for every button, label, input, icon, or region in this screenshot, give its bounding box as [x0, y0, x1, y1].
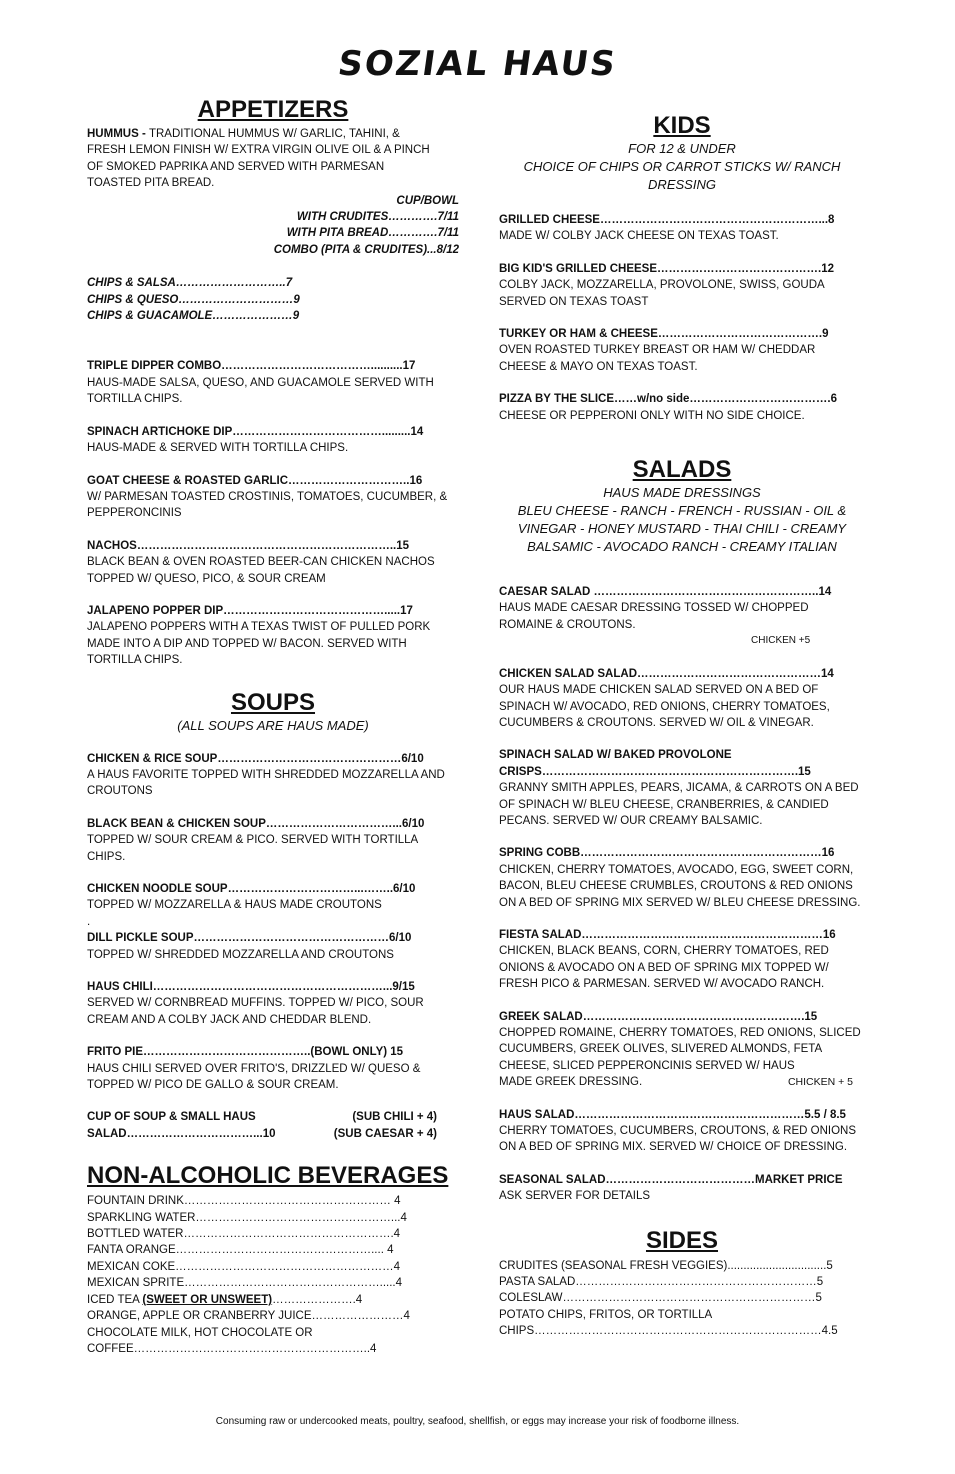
dressing-line: VINEGAR - HONEY MUSTARD - THAI CHILI - CREAMY	[517, 521, 847, 537]
add-on: CHICKEN +5	[751, 635, 811, 647]
beverage-item: MEXICAN COKE…………………………………………………4	[87, 1260, 401, 1273]
item-name: FIESTA SALAD………………………………………………………16	[499, 928, 836, 941]
menu-item	[499, 584, 865, 650]
item-name: GRILLED CHEESE…………………………………………………...8	[499, 214, 835, 226]
side-item: CHIPS…………………………………………………………………4.5	[499, 1325, 838, 1338]
hummus-desc: OF SMOKED PAPRIKA AND SERVED WITH PARMESAN	[87, 160, 385, 173]
chips-item: CHIPS & QUESO…………………………9	[87, 293, 300, 306]
menu-item	[499, 391, 865, 424]
iced-tea-options: (SWEET OR UNSWEET)	[142, 1293, 273, 1306]
item-name: SPINACH SALAD W/ BAKED PROVOLONE CRISPS………………………………………………………….15	[499, 749, 811, 778]
beverage-item: CHOCOLATE MILK, HOT CHOCOLATE OR	[87, 1326, 313, 1339]
sides-heading: SIDES	[645, 1226, 719, 1254]
hummus-prices	[87, 193, 459, 259]
add-on: CHICKEN + 5	[787, 1076, 853, 1089]
item-desc: HAUS CHILI SERVED OVER FRITO'S, DRIZZLED W/ QUESO & TOPPED W/ PICO DE GALLO & SOUR CREAM.	[87, 1062, 421, 1092]
item-desc: CHICKEN, CHERRY TOMATOES, AVOCADO, EGG, SWEET CORN, BACON, BLEU CHEESE CRUMBLES, CROUTONS & RED ONIONS ON A BED OF SPRING MIX SERVED W/ BLEU CHEESE DRESSING.	[499, 863, 861, 909]
menu-item	[87, 538, 459, 587]
menu-item	[499, 1009, 865, 1091]
soup-salad-combo	[87, 1109, 459, 1142]
beverage-item: FANTA ORANGE…………………………………………….... 4	[87, 1244, 394, 1257]
menu-item	[499, 212, 865, 245]
kids-note-line: FOR 12 & UNDER	[628, 141, 736, 156]
price-line: WITH CRUDITES………….7/11	[296, 211, 459, 224]
item-desc: W/ PARMESAN TOASTED CROSTINIS, TOMATOES, CUCUMBER, & PEPPERONCINIS	[87, 490, 448, 520]
item-name: JALAPENO POPPER DIP…………………………………….....17	[87, 604, 413, 617]
item-name: NACHOS…………………………………………………………..15	[87, 539, 410, 552]
item-name: CHICKEN SALAD SALAD…………………………………………14	[499, 667, 834, 680]
item-name: HAUS CHILI……………………………………………………...9/15	[87, 981, 415, 994]
menu-item	[87, 751, 459, 800]
menu-item	[87, 816, 459, 865]
dressing-line: BLEU CHEESE - RANCH - FRENCH - RUSSIAN - OIL &	[517, 503, 847, 519]
side-item: COLESLAW…………………………………………………………5	[499, 1292, 822, 1305]
item-desc: BLACK BEAN & OVEN ROASTED BEER-CAN CHICKEN NACHOS TOPPED W/ QUESO, PICO, & SOUR CREAM	[87, 556, 435, 585]
combo-text: CUP OF SOUP & SMALL HAUS	[87, 1111, 256, 1124]
iced-tea-price: ………………….4	[272, 1293, 363, 1306]
footer-disclaimer: Consuming raw or undercooked meats, poultry, seafood, shellfish, or eggs may increase your risk of foodborne illness.	[215, 1416, 740, 1427]
menu-item	[499, 1107, 865, 1156]
item-name: BLACK BEAN & CHICKEN SOUP……………………………...6/10	[87, 817, 425, 830]
beverage-item: COFFEE……………………………………………………..4	[87, 1342, 377, 1355]
beverage-item	[87, 1292, 459, 1308]
item-desc: OVEN ROASTED TURKEY BREAST OR HAM W/ CHEDDAR CHEESE & MAYO ON TEXAS TOAST.	[499, 344, 816, 373]
menu-item	[499, 326, 865, 375]
beverage-item: SPARKLING WATER……………………………………………...4	[87, 1211, 407, 1224]
beverages-heading: NON-ALCOHOLIC BEVERAGES	[87, 1162, 449, 1190]
item-name: PIZZA BY THE SLICE……w/no side……………………………….6	[499, 393, 837, 406]
item-desc: HAUS-MADE & SERVED WITH TORTILLA CHIPS.	[87, 442, 349, 455]
soups-heading: SOUPS	[230, 688, 316, 716]
beverage-item: MEXICAN SPRITE…………………………………………….....4	[87, 1277, 402, 1290]
item-name: HAUS SALAD……………………………………………………5.5 / 8.5	[499, 1108, 846, 1121]
item-desc: JALAPENO POPPERS WITH A TEXAS TWIST OF PULLED PORK MADE INTO A DIP AND TOPPED W/ BACON. SERVED WITH TORTILLA CHIPS.	[87, 621, 431, 667]
menu-item	[87, 930, 459, 963]
item-name: FRITO PIE……………………………………..(BOWL ONLY) 15	[87, 1046, 404, 1059]
item-desc: MADE W/ COLBY JACK CHEESE ON TEXAS TOAST.	[499, 230, 779, 243]
menu-item	[87, 881, 459, 914]
item-name: CAESAR SALAD …………………………………………………..14	[499, 586, 832, 599]
item-name: CHICKEN NOODLE SOUP……………………………...……..6/10	[87, 883, 416, 895]
hummus-name: HUMMUS -	[87, 128, 149, 140]
price-line: COMBO (PITA & CRUDITES)...8/12	[273, 243, 459, 256]
dressing-line: BALSAMIC - AVOCADO RANCH - CREAMY ITALIAN	[527, 539, 837, 555]
beverage-item: FOUNTAIN DRINK……………………………………………… 4	[87, 1195, 401, 1208]
item-desc: A HAUS FAVORITE TOPPED WITH SHREDDED MOZZARELLA AND CROUTONS	[87, 768, 445, 798]
item-desc: GRANNY SMITH APPLES, PEARS, JICAMA, & CARROTS ON A BED OF SPINACH W/ BLEU CHEESE, CRANBERRIES, & CANDIED PECANS. SERVED W/ OUR CREAMY BALSAMIC.	[499, 782, 859, 827]
beverage-item: ORANGE, APPLE OR CRANBERRY JUICE……………………4	[87, 1310, 410, 1323]
menu-item	[499, 747, 865, 829]
combo-sub: (SUB CHILI + 4)	[352, 1111, 437, 1124]
right-column	[499, 112, 865, 1340]
chips-item: CHIPS & SALSA………………………..7	[87, 277, 293, 290]
menu-item	[87, 424, 459, 457]
beverages-list	[87, 1193, 459, 1357]
menu-item	[499, 666, 865, 732]
side-item: PASTA SALAD………………………………………………………5	[499, 1276, 824, 1289]
appetizers-heading: APPETIZERS	[197, 96, 349, 123]
price-header: CUP/BOWL	[396, 194, 459, 207]
item-name: GREEK SALAD………………………………………………….15	[499, 1010, 818, 1023]
menu-item	[499, 1172, 865, 1205]
menu-item	[87, 358, 459, 407]
item-desc: SERVED W/ CORNBREAD MUFFINS. TOPPED W/ PICO, SOUR CREAM AND A COLBY JACK AND CHEDDAR BLEND.	[87, 997, 424, 1026]
chips-item: CHIPS & GUACAMOLE…………………9	[87, 310, 300, 323]
menu-item	[499, 845, 865, 911]
item-desc: COLBY JACK, MOZZARELLA, PROVOLONE, SWISS, GOUDA SERVED ON TEXAS TOAST	[499, 279, 825, 308]
item-name: TRIPLE DIPPER COMBO…………………………………..........17	[87, 360, 416, 373]
item-desc: MADE GREEK DRESSING.	[499, 1076, 643, 1089]
combo-text: SALAD……………………………...10	[87, 1127, 276, 1140]
side-item: CRUDITES (SEASONAL FRESH VEGGIES)...............................5	[499, 1259, 833, 1272]
left-column	[87, 96, 459, 1357]
item-desc: CHOPPED ROMAINE, CHERRY TOMATOES, RED ONIONS, SLICED CUCUMBERS, GREEK OLIVES, SLIVERED ALMONDS, FETA CHEESE, SLICED PEPPERONCINIS SERVED W/ HAUS	[499, 1027, 861, 1072]
beverage-item: BOTTLED WATER……………………………………………….4	[87, 1228, 401, 1241]
kids-heading: KIDS	[653, 112, 711, 139]
item-name: CHICKEN & RICE SOUP…………………………………………6/10	[87, 752, 424, 765]
kids-note-line: CHOICE OF CHIPS OR CARROT STICKS W/ RANCH	[523, 159, 841, 174]
item-name: SPRING COBB………………………………………………………16	[499, 847, 835, 860]
kids-note	[499, 140, 865, 194]
menu-item	[87, 473, 459, 522]
hummus-item	[87, 126, 459, 192]
hummus-desc: TOASTED PITA BREAD.	[87, 177, 215, 190]
item-name: GOAT CHEESE & ROASTED GARLIC…………………………..16	[87, 474, 423, 487]
item-name: BIG KID'S GRILLED CHEESE…………………………………….12	[499, 262, 834, 275]
combo-sub: (SUB CAESAR + 4)	[333, 1127, 437, 1140]
item-desc: CHERRY TOMATOES, CUCUMBERS, CROUTONS, & RED ONIONS ON A BED OF SPRING MIX. SERVED W/ CHOICE OF DRESSING.	[499, 1125, 856, 1154]
soups-note: (ALL SOUPS ARE HAUS MADE)	[177, 717, 369, 733]
menu-item	[87, 603, 459, 669]
item-desc: TOPPED W/ SHREDDED MOZZARELLA AND CROUTONS	[87, 948, 394, 961]
item-desc: ASK SERVER FOR DETAILS	[499, 1190, 651, 1203]
stray-dot: .	[87, 915, 91, 928]
salads-note	[499, 484, 865, 556]
item-desc: TOPPED W/ MOZZARELLA & HAUS MADE CROUTONS	[87, 899, 382, 912]
kids-note-line: DRESSING	[648, 177, 716, 192]
iced-tea-label: ICED TEA	[87, 1293, 143, 1306]
item-desc: CHICKEN, BLACK BEANS, CORN, CHERRY TOMATOES, RED ONIONS & AVOCADO ON A BED OF SPRING MIX TOPPED W/ FRESH PICO & PARMESAN. SERVED W/ AVOCADO RANCH.	[499, 945, 829, 991]
item-desc: TOPPED W/ SOUR CREAM & PICO. SERVED WITH TORTILLA CHIPS.	[87, 834, 418, 863]
sides-list	[499, 1258, 865, 1340]
salads-heading: SALADS	[632, 456, 732, 484]
hummus-desc: TRADITIONAL HUMMUS W/ GARLIC, TAHINI, &	[148, 128, 400, 140]
dressing-line: HAUS MADE DRESSINGS	[603, 485, 761, 501]
item-desc: CHEESE OR PEPPERONI ONLY WITH NO SIDE CHOICE.	[499, 409, 805, 422]
item-name: DILL PICKLE SOUP……………………………………………6/10	[87, 932, 412, 945]
menu-item	[87, 979, 459, 1028]
price-line: WITH PITA BREAD………….7/11	[286, 227, 459, 240]
chips-list	[87, 275, 459, 324]
item-name: TURKEY OR HAM & CHEESE…………………………………….9	[499, 328, 829, 341]
menu-item	[87, 1044, 459, 1093]
item-desc: HAUS-MADE SALSA, QUESO, AND GUACAMOLE SERVED WITH TORTILLA CHIPS.	[87, 376, 434, 406]
hummus-desc: FRESH LEMON FINISH W/ EXTRA VIRGIN OLIVE OIL & A PINCH	[87, 144, 430, 157]
item-desc: OUR HAUS MADE CHICKEN SALAD SERVED ON A BED OF SPINACH W/ AVOCADO, RED ONIONS, CHERRY TOMATOES, CUCUMBERS & CROUTONS. SERVED W/ OIL & VINEGAR.	[499, 684, 830, 729]
item-name: SPINACH ARTICHOKE DIP………………………………….........14	[87, 425, 424, 438]
menu-item	[499, 261, 865, 310]
item-desc: HAUS MADE CAESAR DRESSING TOSSED W/ CHOPPED ROMAINE & CROUTONS.	[499, 602, 809, 631]
item-name: SEASONAL SALAD…………………………………MARKET PRICE	[499, 1173, 843, 1186]
side-item: POTATO CHIPS, FRITOS, OR TORTILLA	[499, 1308, 713, 1321]
menu-title: SOZIAL HAUS	[335, 44, 620, 84]
menu-item	[499, 927, 865, 993]
